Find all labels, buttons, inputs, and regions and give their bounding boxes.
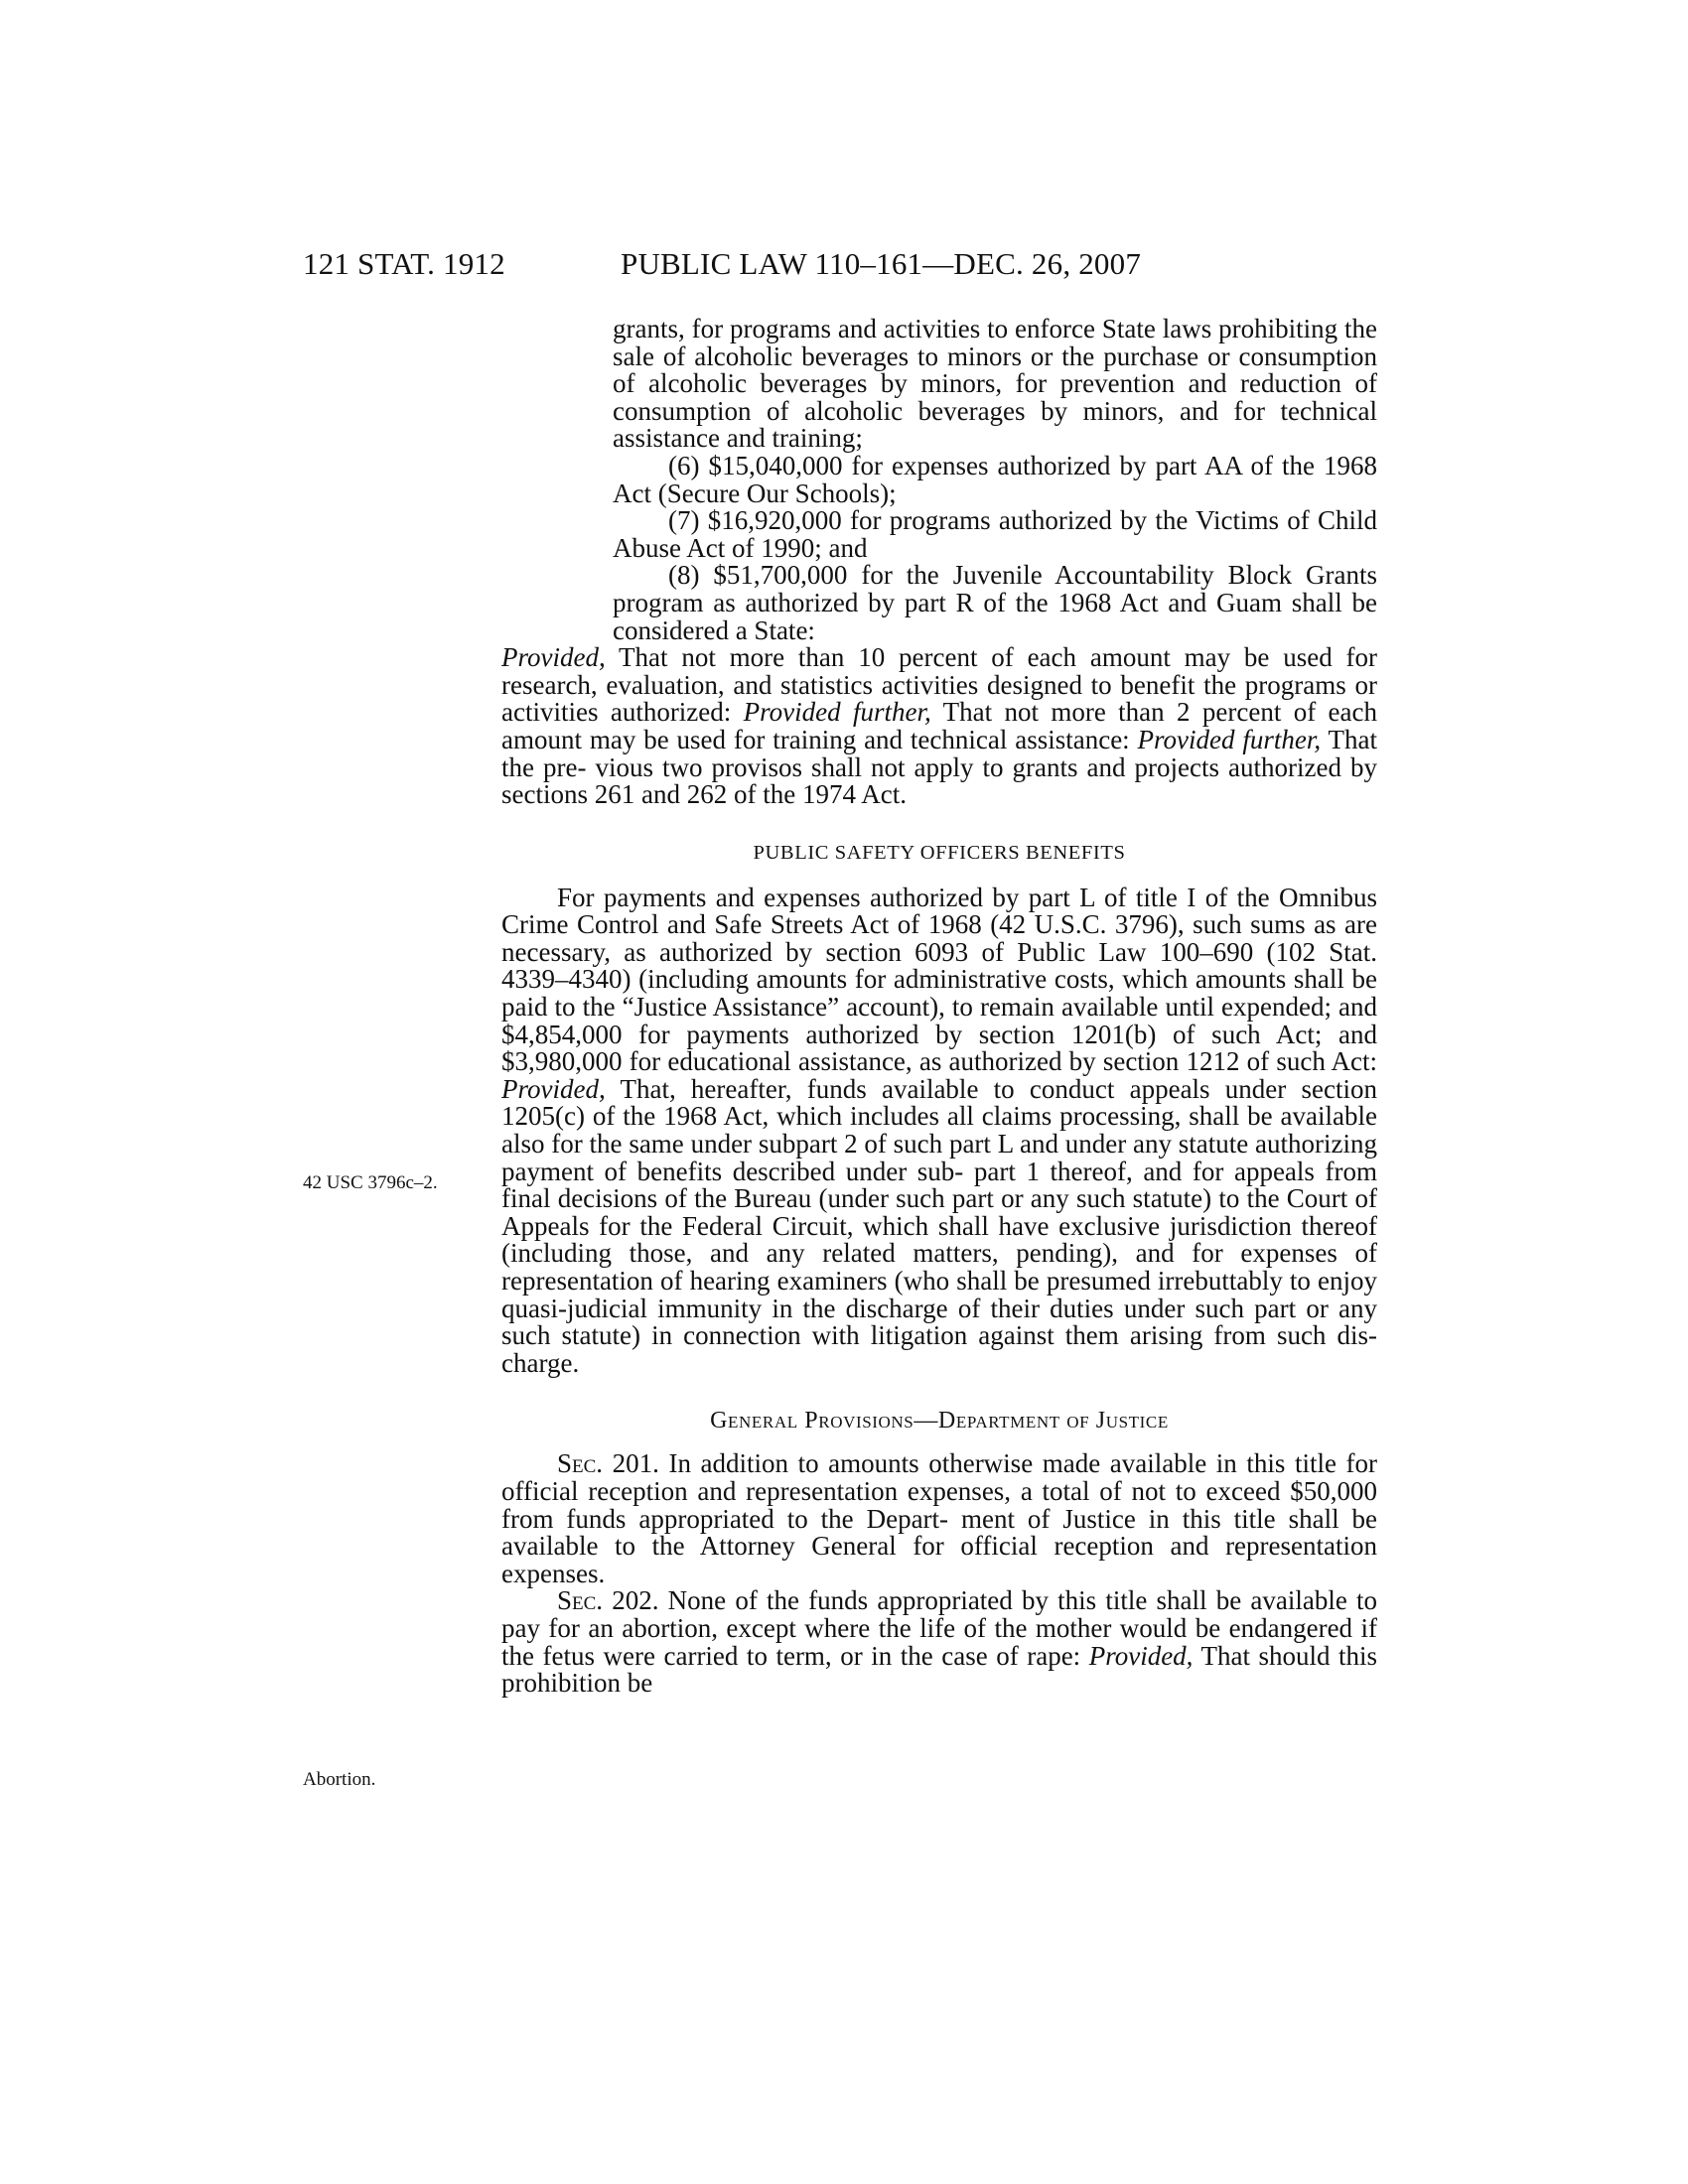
sec-201-text: In addition to amounts otherwise made available in this title for official reception and representation expenses, a total of not to exceed $50,000 from funds appropriated to the Depart‑ ment of Justice in this title shall be available to the Attorney General for official reception and representation expenses. — [501, 1448, 1377, 1588]
proviso-text-3: That the pre‑ vious two provisos shall not apply to grants and projects authorized by sections 261 and 262 of the 1974 Act. — [501, 724, 1377, 810]
page-header — [303, 246, 1216, 290]
sec-201-label: Sec. 201. — [557, 1448, 659, 1479]
sec-202-text-2: That should this prohibition be — [501, 1640, 1378, 1699]
sec-202-text: None of the funds appropriated by this title shall be available to pay for an abortion, except where the life of the mother would be endangered if the fetus were carried to term, or in the case of rape: — [501, 1585, 1377, 1671]
psob-text-1: For payments and expenses authorized by part L of title I of the Omnibus Crime Control and Safe Streets Act of 1968 (42 U.S.C. 3796), such sums as are necessary, as authorized by section 6093 of Public Law 100–690 (102 Stat. 4339–4340) (including amounts for administrative costs, which amounts shall be paid to the “Justice Assistance” account), to remain available until expended; and $4,854,000 for payments authorized by section 1201(b) of such Act; and $3,980,000 for educational assistance, as authorized by section 1212 of such Act: — [501, 882, 1377, 1077]
psob-paragraph — [501, 882, 1377, 1378]
sec-202-label: Sec. 202. — [557, 1585, 659, 1616]
provided-further-2: Provided further, — [1137, 724, 1322, 754]
margin-note-usc: 42 USC 3796c–2. — [303, 1172, 438, 1193]
margin-note-abortion: Abortion. — [303, 1769, 376, 1790]
provided-1: Provided, — [501, 642, 606, 673]
heading-public-safety-officers-benefits: PUBLIC SAFETY OFFICERS BENEFITS — [753, 841, 1126, 864]
public-law-title: PUBLIC LAW 110–161—DEC. 26, 2007 — [621, 246, 1142, 281]
item-7: (7) $16,920,000 for programs authorized by the Victims of Child Abuse Act of 1990; and — [613, 505, 1377, 563]
section-201 — [501, 1450, 1377, 1587]
section-202 — [501, 1587, 1377, 1697]
provided-further-1: Provided further, — [743, 697, 931, 728]
proviso-text-2: That not more than 2 percent of each amount may be used for training and technical assistance: — [501, 697, 1377, 754]
continuation-paragraph: grants, for programs and activities to enforce State laws prohibiting the sale of alcoholic beverages to minors or the purchase or consumption of alcoholic beverages by minors, for prevention and reduction of consumption of alcoholic beverages by minors, and for technical assistance and training; — [613, 314, 1377, 454]
body-text — [501, 316, 1377, 1698]
psob-text-2: That, hereafter, funds available to conduct appeals under section 1205(c) of the 1968 Act, which includes all claims processing, shall be available also for the same under subpart 2 of such part L and under any statute authorizing payment of benefits described under sub‑ part 1 thereof, and for appeals from final decisions of the Bureau (under such part or any such statute) to the Court of Appeals for the Federal Circuit, which shall have exclusive jurisdiction thereof (including those, and any related matters, pending), and for expenses of representation of hearing examiners (who shall be presumed irrebuttably to enjoy quasi-judicial immunity in the discharge of their duties under such part or any such statute) in connection with litigation against them arising from such dis‑ charge. — [501, 1073, 1377, 1378]
stat-page-number: 121 STAT. 1912 — [303, 246, 505, 281]
item-6: (6) $15,040,000 for expenses authorized by part AA of the 1968 Act (Secure Our Schools); — [613, 450, 1377, 508]
sec-202-provided: Provided, — [1088, 1640, 1194, 1671]
proviso-paragraph — [501, 644, 1377, 809]
item-8: (8) $51,700,000 for the Juvenile Accountability Block Grants program as authorized by part R of the 1968 Act and Guam shall be considered a State: — [613, 560, 1377, 645]
heading-general-provisions: General Provisions—Department of Justice — [710, 1408, 1169, 1434]
proviso-text-1: That not more than 10 percent of each amount may be used for research, evaluation, and statistics activities designed to benefit the programs or activities authorized: — [501, 642, 1377, 728]
psob-provided: Provided, — [501, 1073, 606, 1104]
appropriation-items — [613, 316, 1377, 644]
